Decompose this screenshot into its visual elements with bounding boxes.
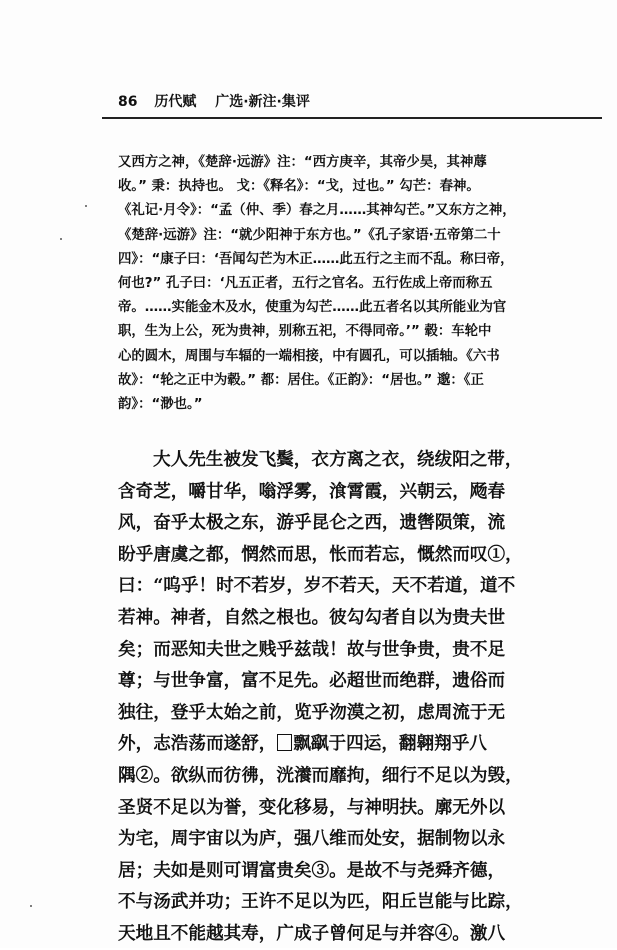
main-text-line: 风，奋乎太极之东，游乎昆仑之西，遗辔陨策，流 xyxy=(118,512,506,534)
annotation-line: 帝。……实能金木及水，使重为勾芒……此五者名以其所能业为官 xyxy=(118,300,507,316)
annotation-line: 何也?” 孔子曰：‘凡五正者，五行之官名。五行佐成上帝而称五 xyxy=(118,275,493,291)
annotation-line: 又西方之神，《楚辞·远游》注：“西方庚辛，其帝少昊，其神蓐 xyxy=(118,155,487,170)
scan-speck xyxy=(30,905,32,907)
main-text-line: 曰：“呜乎！时不若岁，岁不若天，天不若道，道不 xyxy=(118,575,516,597)
main-text-segment: 外，志浩荡而遂舒， xyxy=(118,733,277,755)
main-text-line: 隅②。欲纵而彷彿，洸瀁而靡拘，细行不足以为毁， xyxy=(118,764,523,786)
annotation-line: 职，生为上公，死为贵神，别称五祀，不得同帝。’” 毂：车轮中 xyxy=(118,324,492,340)
running-header xyxy=(118,91,578,115)
annotation-line: 心的圆木，周围与车辐的一端相接，中有圆孔，可以插轴。《六书 xyxy=(118,348,500,364)
main-text-line xyxy=(118,728,603,760)
main-text-line: 居；夫如是则可谓富贵矣③。是故不与尧舜齐德， xyxy=(118,859,506,881)
main-text-line: 尊；与世争富，富不足先。必超世而绝群，遗俗而 xyxy=(118,670,506,692)
main-text-line: 大人先生被发飞鬓，衣方离之衣，绕绂阳之带， xyxy=(153,449,523,470)
annotation-block xyxy=(118,151,593,417)
main-text-line: 含奇芝，嚼甘华，嗡浮雾，湌霄霞，兴朝云，飏春 xyxy=(118,480,506,502)
scan-speck xyxy=(60,238,62,240)
main-text-line: 天地且不能越其寿，广成子曾何足与并容④。激八 xyxy=(118,922,506,944)
annotation-line: 四》：“康子曰：‘吾闻勾芒为木正……此五行之主而不乱。称曰帝， xyxy=(118,251,514,267)
main-text-line: 为宅，周宇宙以为庐，强八维而处安，据制物以永 xyxy=(118,828,506,850)
main-text-line: 不与汤武并功；王许不足以为匹，阳丘岂能与比踪， xyxy=(118,891,523,913)
missing-character-box xyxy=(277,734,292,751)
main-text-line: 盼乎唐虞之都，惘然而思，怅而若忘，慨然而叹①， xyxy=(118,543,523,565)
page-number: 86 xyxy=(118,94,138,110)
main-text-line: 矣；而恶知夫世之贱乎兹哉！故与世争贵，贵不足 xyxy=(118,638,506,660)
annotation-line: 故》：“轮之正中为毂。” 都：居住。《正韵》：“居也。” 邈：《正 xyxy=(118,372,484,388)
main-text-line: 圣贤不足以为誉，变化移易，与神明扶。廓无外以 xyxy=(118,796,506,818)
main-text-line: 若神。神者，自然之根也。彼勾勾者自以为贵夫世 xyxy=(118,606,506,628)
book-title: 历代赋 xyxy=(154,94,197,110)
annotation-line: 《楚辞·远游》注：“就少阳神于东方也。”《孔子家语·五帝第二十 xyxy=(118,227,501,243)
main-text-block xyxy=(118,444,603,950)
book-subtitle: 广选·新注·集评 xyxy=(215,94,310,110)
scan-speck xyxy=(85,205,87,207)
annotation-line: 收。” 秉：执持也。 戈：《释名》：“戈，过也。” 勾芒：春神。 xyxy=(118,179,480,195)
main-text-segment: 飘飖于四运，翻翱翔乎八 xyxy=(293,733,487,755)
annotation-line: 《礼记·月令》：“孟（仲、季）春之月……其神勾芒。”又东方之神， xyxy=(118,203,516,219)
annotation-line: 韵》：“渺也。” xyxy=(118,396,203,412)
main-text-line: 独往，登乎太始之前，览乎沕漠之初，虑周流于无 xyxy=(118,701,506,723)
header-rule xyxy=(102,117,602,119)
